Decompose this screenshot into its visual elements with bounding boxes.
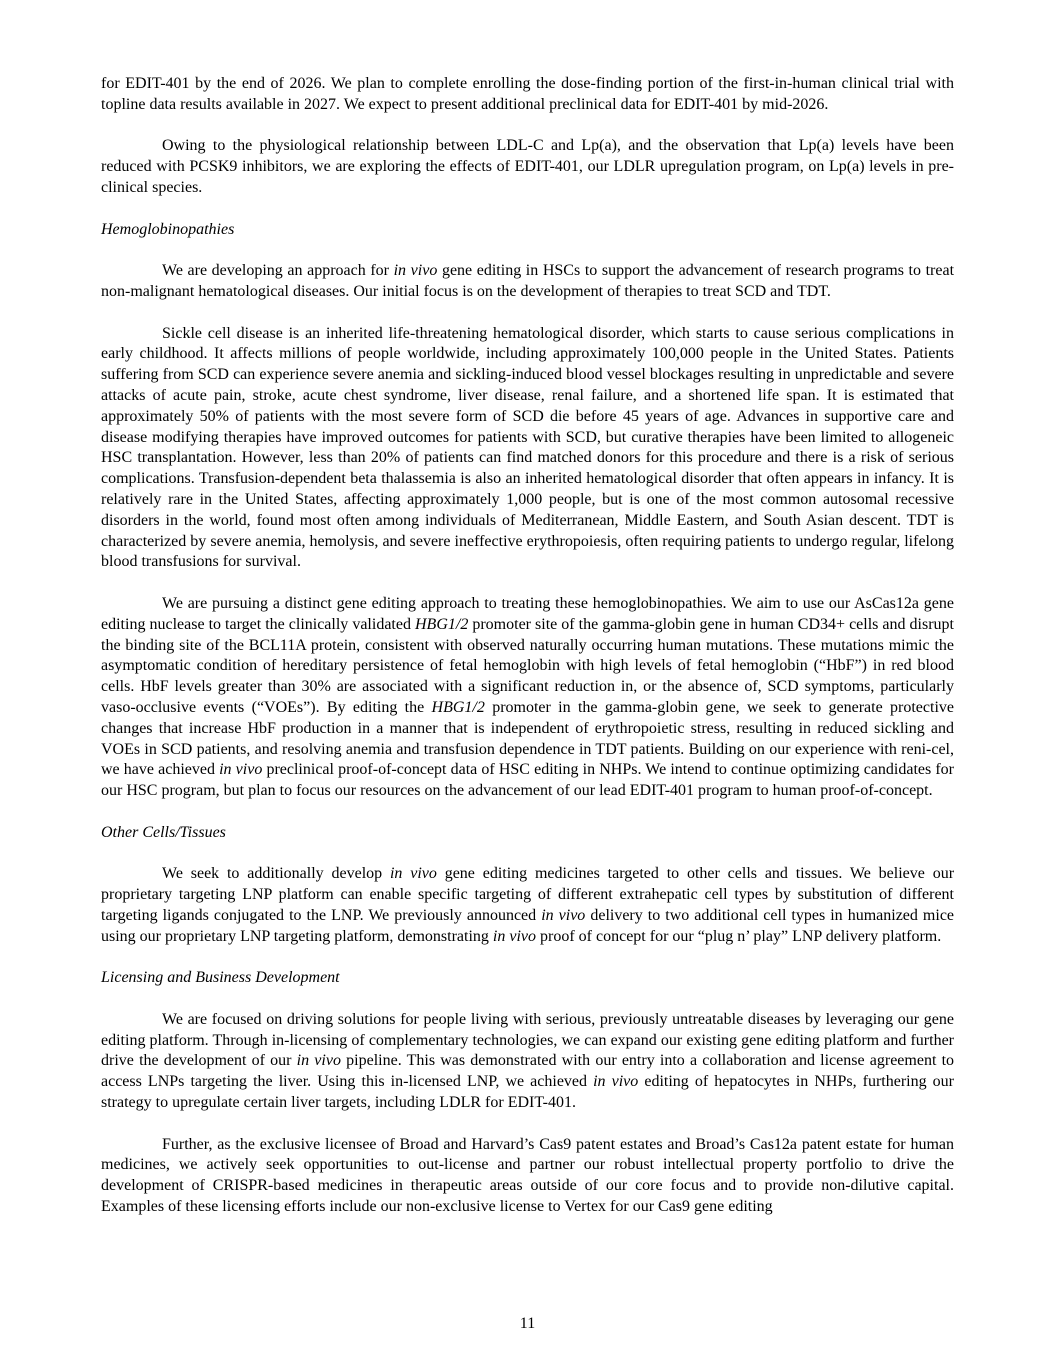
text-segment: Further, as the exclusive licensee of Broad and Harvard’s Cas9 patent estates and Broad’s Cas12a patent estate for human medicines, we actively seek opportunities to out-license and partner our robust intellectual property portfolio to drive the development of CRISPR-based medicines in therapeutic areas outside of our core focus and to provide non-dilutive capital. Examples of these licensing efforts include our non-exclusive license to Vertex for our Cas9 gene editing xyxy=(101,1135,954,1216)
italic-term: in vivo xyxy=(541,906,586,924)
text-segment: We are pursuing a distinct gene editing approach to treating these hemoglobinopathies. We aim to use our AsCas12a gene editing nuclease to target the clinically validated xyxy=(101,594,954,633)
paragraph-hsc-approach xyxy=(101,261,954,303)
italic-term: HBG1/2 xyxy=(431,698,485,716)
paragraph-gene-editing-approach xyxy=(101,594,954,802)
italic-term: in vivo xyxy=(296,1052,341,1070)
text-segment: We are developing an approach for xyxy=(162,262,394,280)
paragraph-other-cells xyxy=(101,864,954,947)
italic-term: in vivo xyxy=(389,865,437,883)
text-segment: Owing to the physiological relationship between LDL-C and Lp(a), and the observation that Lp(a) levels have been reduced with PCSK9 inhibitors, we are exploring the effects of EDIT-401, our LDLR upregulation program, on Lp(a) levels in pre-clinical species. xyxy=(101,137,954,196)
text-segment: proof of concept for our “plug n’ play” LNP delivery platform. xyxy=(536,927,942,945)
text-segment: editing of hepatocytes in NHPs, furthering our strategy to upregulate certain liver targets, including LDLR for EDIT-401. xyxy=(101,1073,955,1112)
page-number: 11 xyxy=(519,1315,536,1332)
text-segment: gene editing in HSCs to support the advancement of research programs to treat non-malignant hematological diseases. Our initial focus is on the development of therapies to treat SCD and TDT. xyxy=(101,262,955,300)
paragraph-lpa-exploration xyxy=(101,136,954,198)
text-segment: preclinical proof-of-concept data of HSC editing in NHPs. We intend to continue optimizing candidates for our HSC program, but plan to focus our resources on the advancement of our lead EDIT-401 program to human proof-of-concept. xyxy=(101,761,955,800)
italic-term: in vivo xyxy=(393,262,438,280)
text-segment: gene editing medicines targeted to other cells and tissues. We believe our proprietary targeting LNP platform can enable specific targeting of different extrahepatic cell types by substitution of different targeting ligands conjugated to the LNP. We previously announced xyxy=(101,865,955,924)
italic-term: HBG1/2 xyxy=(415,615,469,633)
paragraph-edit401-timeline xyxy=(101,74,954,116)
paragraph-sickle-cell-disease xyxy=(101,324,954,574)
italic-term: in vivo xyxy=(593,1073,639,1091)
text-segment: delivery to two additional cell types in humanized mice using our proprietary LNP targeting platform, demonstrating xyxy=(101,906,955,945)
text-segment: pipeline. This was demonstrated with our entry into a collaboration and license agreement to access LNPs targeting the liver. Using this in-licensed LNP, we achieved xyxy=(101,1052,955,1091)
text-segment: Sickle cell disease is an inherited life-threatening hematological disorder, which starts to cause serious complications in early childhood. It affects millions of people worldwide, including approximately 100,000 people in the United States. Patients suffering from SCD can experience severe anemia and sickling-induced blood vessel blockages resulting in unpredictable and severe attacks of acute pain, stroke, acute chest syndrome, liver disease, renal failure, and a shortened life span. It is estimated that approximately 50% of patients with the most severe form of SCD die before 45 years of age. Advances in supportive care and disease modifying therapies have improved outcomes for patients with SCD, but curative therapies have been limited to allogeneic HSC transplantation. However, less than 20% of patients can find matched donors for this procedure and there is a risk of serious complications. Transfusion-dependent beta thalassemia is also an inherited hematological disorder that often appears in infancy. It is relatively rare in the United States, affecting approximately 1,000 people, but is one of the most common autosomal recessive disorders in the world, found most often among individuals of Mediterranean, Middle Eastern, and South Asian descent. TDT is characterized by severe anemia, hemolysis, and severe ineffective erythropoiesis, often requiring patients to undergo regular, lifelong blood transfusions for survival. xyxy=(101,324,954,571)
document-page xyxy=(101,74,954,1239)
text-segment: We are focused on driving solutions for people living with serious, previously untreatable diseases by leveraging our gene editing platform. Through in-licensing of complementary technologies, we can expand our existing gene editing platform and further drive the development of our xyxy=(101,1010,954,1070)
section-heading-licensing: Licensing and Business Development xyxy=(101,969,340,987)
text-segment: promoter site of the gamma-globin gene in human CD34+ cells and disrupt the binding site of the BCL11A protein, consistent with observed naturally occurring human mutations. These mutations mimic the asymptomatic condition of hereditary persistence of fetal hemoglobin with high levels of fetal hemoglobin (“HbF”) in red blood cells. HbF levels greater than 30% are associated with a significant reduction in, or the absence of, SCD symptoms, particularly vaso-occlusive events (“VOEs”). By editing the xyxy=(101,615,955,716)
text-segment: for EDIT-401 by the end of 2026. We plan to complete enrolling the dose-finding portion of the first-in-human clinical trial with topline data results available in 2027. We expect to present additional preclinical data for EDIT-401 by mid-2026. xyxy=(101,75,954,113)
italic-term: in vivo xyxy=(219,761,263,779)
paragraph-out-licensing xyxy=(101,1135,954,1218)
section-heading-other-cells-tissues: Other Cells/Tissues xyxy=(101,823,226,841)
paragraph-in-licensing xyxy=(101,1010,954,1114)
text-segment: promoter in the gamma-globin gene, we seek to generate protective changes that increase HbF production in a manner that is independent of erythropoietic stress, resulting in reduced sickling and VOEs in SCD patients, and resolving anemia and transfusion dependence in TDT patients. Building on our experience with reni-cel, we have achieved xyxy=(101,698,954,779)
italic-term: in vivo xyxy=(492,927,537,945)
section-heading-hemoglobinopathies: Hemoglobinopathies xyxy=(101,220,235,238)
text-segment: We seek to additionally develop xyxy=(162,865,390,883)
